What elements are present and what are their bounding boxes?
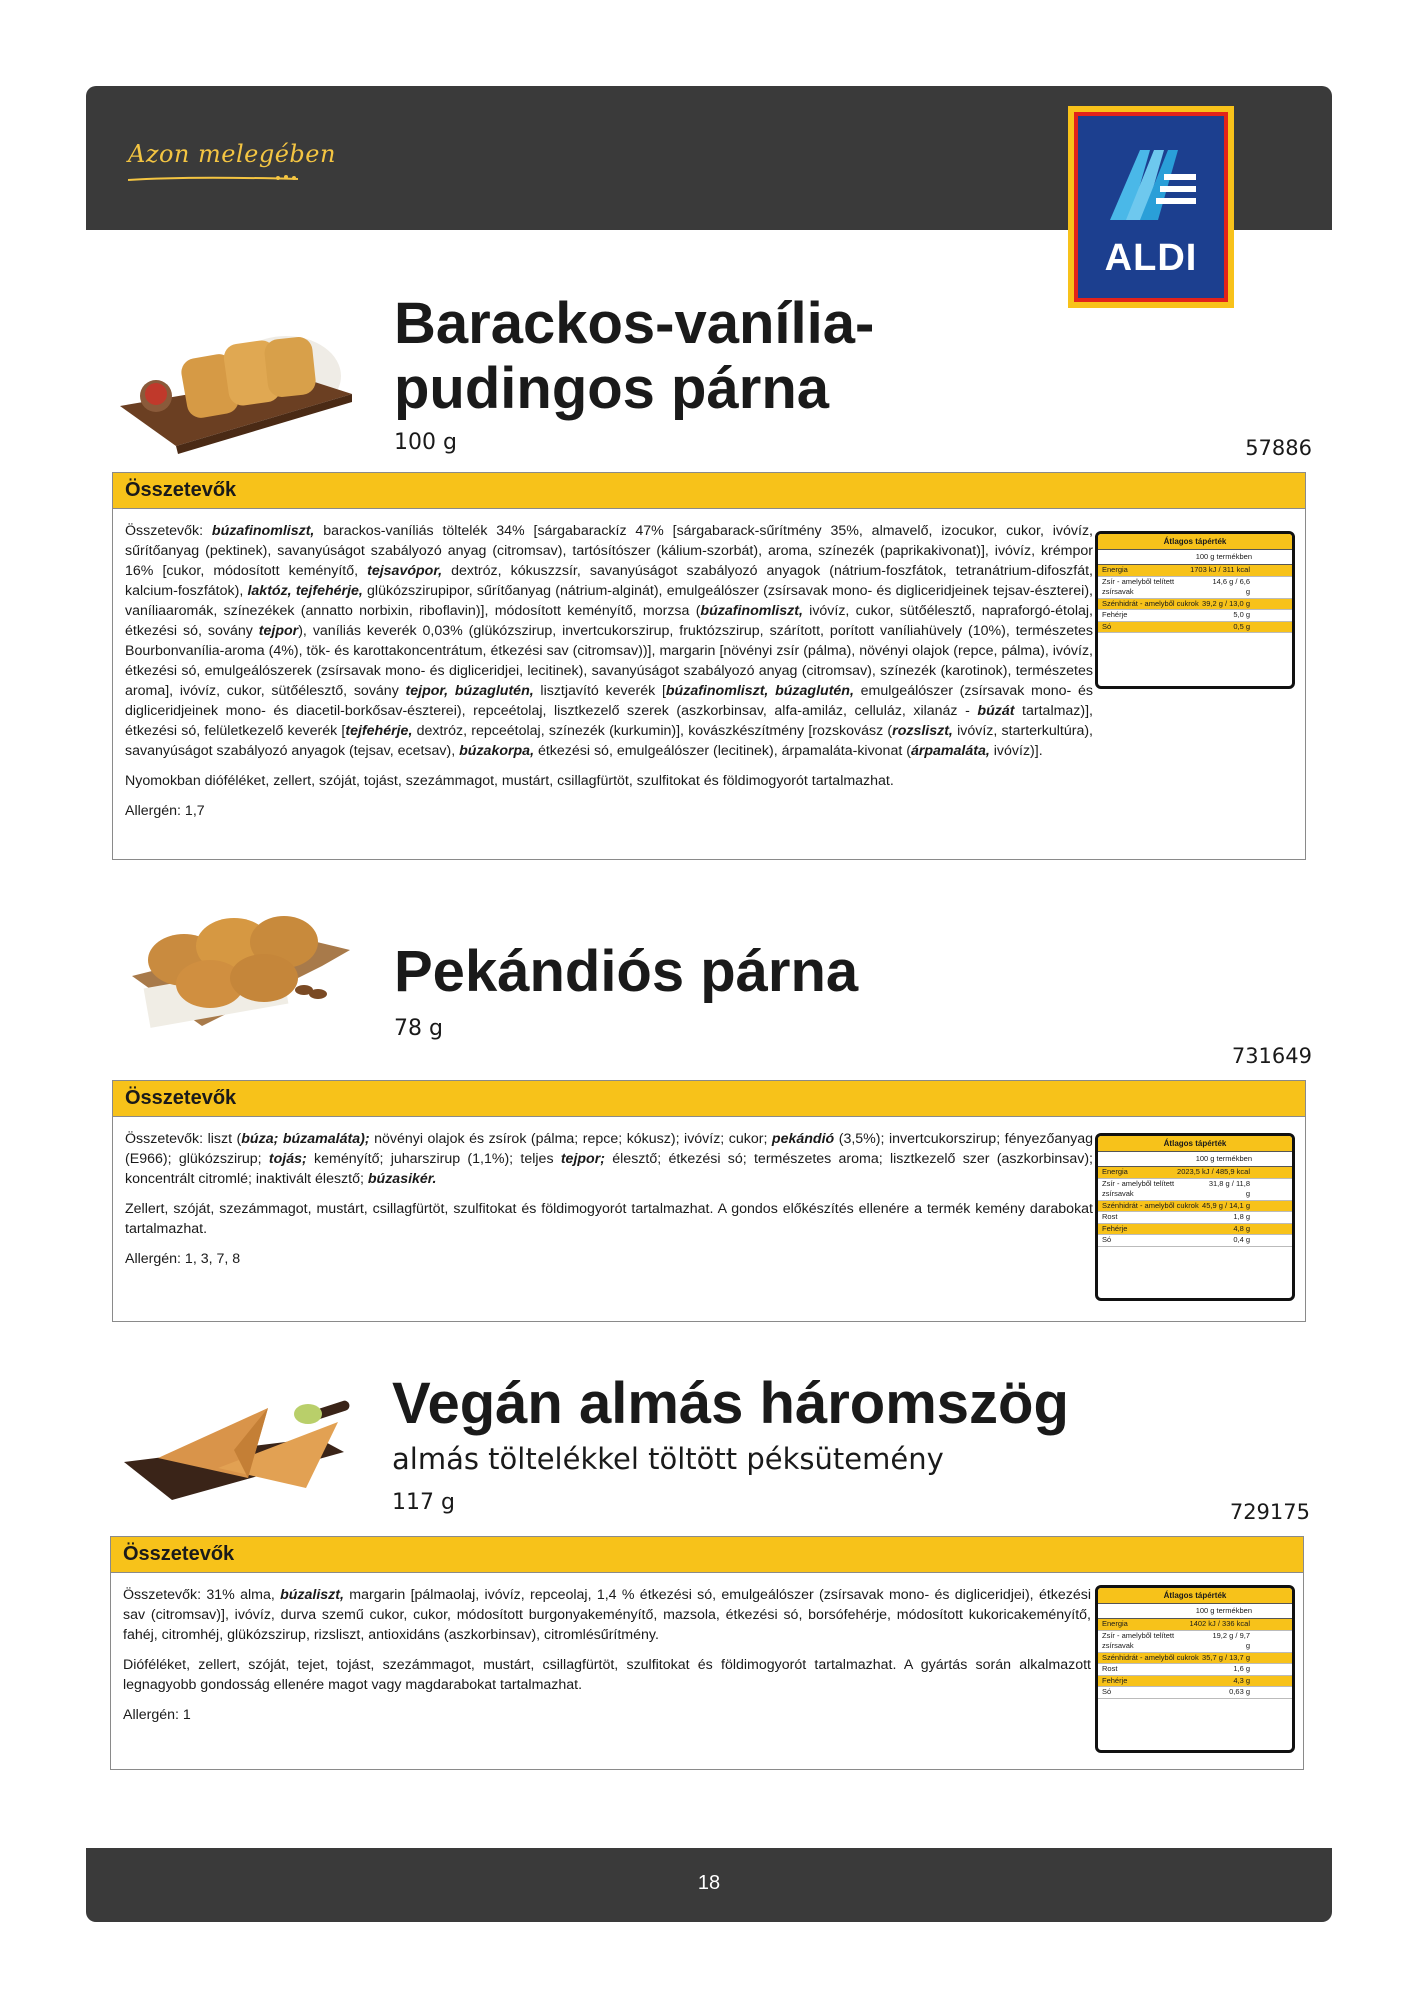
product-title: Pekándiós párna	[394, 939, 859, 1004]
nutrition-label: Energia	[1102, 1167, 1128, 1176]
ingredients-text: Összetevők: búzafinomliszt, barackos-vaníliás töltelék 34% [sárgabarackíz 47% [sárgabarack-sűrítmény 35%, almavelő, izocukor, cukor, ivóvíz, sűrítőanyag (pektinek), savanyúságot szabályozó anyag (citromsav), tartósítószer (kálium-szorbát), aroma, színezék (paprikakivonat)], ivóvíz, krémpor 16% [cukor, módosított keményítő, tejsavópor, dextróz, kókuszzsír, savanyúságot szabályozó anyagok (nátrium-foszfátok, tetranátrium-difoszfát, kalcium-foszfátok), laktóz, tejfehérje, glükózszirupipor, sűrítőanyag (nátrium-alginát), emulgeálószer (zsírsavak mono- és digliceridjeinek tejsav-észterei), vaníliaaromák, színezékek (annatto norbixin, riboflavin)], módosított keményítő, morzsa (búzafinomliszt, ivóvíz, cukor, sütőélesztő, napraforgó-étolaj, étkezési só, sovány tejpor), vaníliás keverék 0,03% (glükózszirup, invertcukorszirup, fruktózszirup, szárított, porított vaníliahüvely (10%), természetes Bourbonvanília-aroma (4%), tök- és karottakoncentrátum, étkezési sav (citromsav))], margarin [növényi zsír (pálma), növényi olajok (repce, pálma), ivóvíz, étkezési só, emulgeálószerek (zsírsavak mono- és digliceridjei, lecitinek), savanyúságot szabályozó anyag (citromsav), színezék (karotinok), természetes aroma], ivóvíz, cukor, sütőélesztő, sovány tejpor, búzaglutén, lisztjavító keverék [búzafinomliszt, búzaglutén, emulgeálószer (zsírsavak mono- és digliceridjeinek mono- és diacetil-borkősav-észterei), repceétolaj, lisztkezelő szerek (aszkorbinsav, alfa-amiláz, celluláz, xilanáz - búzát tartalmaz)], étkezési só, felületkezelő keverék [tejfehérje, dextróz, repceétolaj, színezék (kurkumin)], kovászkészítmény [rozskovász (rozsliszt, ivóvíz, starterkultúra), savanyúságot szabályozó anyagok (tejsav, ecetsav), búzakorpa, étkezési só, emulgeálószer (lecitinek), árpamaláta-kivonat (árpamaláta, ivóvíz)].	[125, 523, 1094, 759]
nutrition-row	[1098, 565, 1292, 577]
nutrition-row	[1098, 1224, 1292, 1236]
nutrition-row	[1098, 1664, 1292, 1676]
nutrition-row	[1098, 577, 1292, 599]
panel-title: Összetevők	[113, 1081, 1305, 1117]
ingredients-text-block	[125, 1129, 1093, 1279]
product-title-line1: Barackos-vanília-	[394, 291, 875, 356]
product-weight: 100 g	[394, 430, 457, 455]
nutrition-label: Energia	[1102, 1619, 1128, 1628]
nutrition-table	[1095, 1133, 1295, 1301]
nutrition-value: 4,3 g	[1233, 1675, 1250, 1685]
nutrition-column-header: 100 g termékben	[1098, 1604, 1292, 1619]
nutrition-row	[1098, 1653, 1292, 1665]
panel-title: Összetevők	[113, 473, 1305, 509]
product-photo-apple-triangle	[118, 1388, 358, 1518]
nutrition-table	[1095, 1585, 1295, 1753]
nutrition-column-header: 100 g termékben	[1098, 1152, 1292, 1167]
nutrition-label: Só	[1102, 1235, 1112, 1244]
nutrition-label: Szénhidrát - amelyből cukrok	[1102, 598, 1199, 608]
nutrition-header: Átlagos tápérték	[1098, 1136, 1292, 1152]
nutrition-row	[1098, 1235, 1292, 1247]
nutrition-value: 14,6 g / 6,6 g	[1212, 576, 1250, 596]
nutrition-value: 1703 kJ / 311 kcal	[1190, 565, 1250, 574]
nutrition-label: Rost	[1102, 1212, 1118, 1221]
nutrition-row	[1098, 1167, 1292, 1179]
footer-bar	[86, 1848, 1332, 1922]
nutrition-row	[1098, 622, 1292, 634]
traces-text: Dióféléket, zellert, szóját, tejet, tojást, szezámmagot, mustárt, csillagfürtöt, szulfitokat és földimogyorót tartalmazhat. A gyártás során alkalmazott legnagyobb gondosság ellenére magot vagy magdarabokat tartalmazhat.	[123, 1657, 1091, 1693]
product-code: 57886	[1245, 436, 1312, 460]
panel-title: Összetevők	[111, 1537, 1303, 1573]
nutrition-value: 35,7 g / 13,7 g	[1202, 1652, 1250, 1662]
nutrition-row	[1098, 599, 1292, 611]
nutrition-row	[1098, 1631, 1292, 1653]
nutrition-value: 4,8 g	[1233, 1223, 1250, 1233]
ingredients-panel	[112, 472, 1306, 860]
nutrition-row	[1098, 1676, 1292, 1688]
traces-text: Zellert, szóját, szezámmagot, mustárt, csillagfürtöt, szulfitokat és földimogyorót tartalmazhat. A gondos előkészítés ellenére a termék kemény darabokat tartalmazhat.	[125, 1201, 1093, 1237]
ingredients-panel	[112, 1080, 1306, 1322]
aldi-stripes-icon	[1082, 130, 1220, 240]
product-weight: 78 g	[394, 1016, 443, 1041]
nutrition-label: Zsír - amelyből telített zsírsavak	[1102, 1178, 1175, 1198]
nutrition-label: Szénhidrát - amelyből cukrok	[1102, 1200, 1199, 1210]
product-photo-apricot-pastry	[116, 316, 356, 456]
ingredients-panel	[110, 1536, 1304, 1770]
nutrition-value: 19,2 g / 9,7 g	[1212, 1630, 1250, 1650]
nutrition-label: Energia	[1102, 565, 1128, 574]
nutrition-row	[1098, 610, 1292, 622]
nutrition-label: Rost	[1102, 1664, 1118, 1673]
nutrition-header: Átlagos tápérték	[1098, 534, 1292, 550]
nutrition-value: 0,63 g	[1229, 1687, 1250, 1696]
nutrition-label: Zsír - amelyből telített zsírsavak	[1102, 576, 1175, 596]
nutrition-label: Só	[1102, 1687, 1112, 1696]
nutrition-row	[1098, 1201, 1292, 1213]
nutrition-value: 39,2 g / 13,0 g	[1202, 598, 1250, 608]
nutrition-label: Zsír - amelyből telített zsírsavak	[1102, 1630, 1175, 1650]
ingredients-text-block	[123, 1585, 1091, 1735]
product-code: 729175	[1229, 1500, 1310, 1524]
nutrition-row	[1098, 1212, 1292, 1224]
nutrition-value: 1402 kJ / 336 kcal	[1189, 1619, 1250, 1628]
aldi-wordmark: ALDI	[1104, 237, 1198, 279]
allergen-text: Allergén: 1, 3, 7, 8	[125, 1251, 241, 1267]
product-title-line2: pudingos párna	[394, 355, 829, 421]
nutrition-value: 31,8 g / 11,8 g	[1208, 1178, 1250, 1198]
product-title: Vegán almás háromszög	[392, 1371, 1069, 1436]
allergen-text: Allergén: 1,7	[125, 803, 205, 819]
nutrition-label: Fehérje	[1102, 1223, 1128, 1233]
nutrition-label: Szénhidrát - amelyből cukrok	[1102, 1652, 1199, 1662]
nutrition-row	[1098, 1619, 1292, 1631]
product-title	[394, 292, 874, 422]
product-weight: 117 g	[392, 1490, 455, 1515]
nutrition-row	[1098, 1179, 1292, 1201]
nutrition-value: 0,4 g	[1233, 1235, 1250, 1244]
product-subtitle: almás töltelékkel töltött péksütemény	[392, 1442, 944, 1476]
allergen-text: Allergén: 1	[123, 1707, 191, 1723]
nutrition-value: 1,8 g	[1233, 1212, 1250, 1221]
wheat-swoosh-icon	[128, 174, 298, 184]
nutrition-header: Átlagos tápérték	[1098, 1588, 1292, 1604]
product-code: 731649	[1231, 1044, 1312, 1068]
aldi-logo	[1068, 106, 1234, 308]
traces-text: Nyomokban dióféléket, zellert, szóját, tojást, szezámmagot, mustárt, csillagfürtöt, szulfitokat és földimogyorót tartalmazhat.	[125, 773, 894, 789]
nutrition-column-header: 100 g termékben	[1098, 550, 1292, 565]
nutrition-value: 45,9 g / 14,1 g	[1202, 1200, 1250, 1210]
brand-script-logo: Azon melegében	[128, 140, 336, 168]
ingredients-text: Összetevők: liszt (búza; búzamaláta); növényi olajok és zsírok (pálma; repce; kókusz); ivóvíz; cukor; pekándió (3,5%); invertcukorszirup; fényezőanyag (E966); glükózszirup; tojás; keményítő; juharszirup (1,1%); teljes tejpor; élesztő; étkezési só; természetes aroma; lisztkezelő szer (aszkorbinsav); koncentrált citromlé; inaktivált élesztő; búzasikér.	[125, 1131, 1094, 1187]
nutrition-value: 1,6 g	[1233, 1664, 1250, 1673]
ingredients-text-block	[125, 521, 1093, 831]
nutrition-value: 5,0 g	[1233, 610, 1250, 619]
nutrition-label: Só	[1102, 621, 1112, 631]
ingredients-text: Összetevők: 31% alma, búzaliszt, margarin [pálmaolaj, ivóvíz, repceolaj, 1,4 % étkezési só, emulgeálószer (zsírsavak mono- és digliceridjei), étkezési sav (citromsav)], ivóvíz, durva szemű cukor, cukor, módosított burgonyakeményítő, mazsola, étkezési só, borsófehérje, módosított kukoricakeményítő, fahéj, citromhéj, glükózszirup, rizsliszt, antioxidáns (aszkorbinsav), citromlésűrítmény.	[123, 1587, 1091, 1643]
nutrition-row	[1098, 1687, 1292, 1699]
nutrition-value: 2023,5 kJ / 485,9 kcal	[1177, 1167, 1250, 1176]
nutrition-label: Fehérje	[1102, 610, 1128, 619]
product-photo-pecan-pastry	[122, 906, 352, 1036]
page-number: 18	[697, 1872, 721, 1894]
nutrition-label: Fehérje	[1102, 1675, 1128, 1685]
nutrition-table	[1095, 531, 1295, 689]
nutrition-value: 0,5 g	[1233, 621, 1250, 631]
